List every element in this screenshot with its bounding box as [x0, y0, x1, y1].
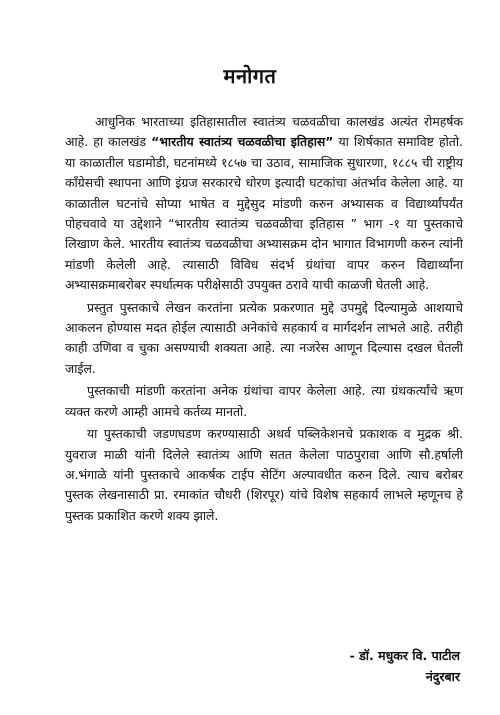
- paragraph-2: [65, 298, 463, 380]
- paragraph-2-text: प्रस्तुत पुस्तकाचे लेखन करतांना प्रत्येक प्रकरणात मुद्दे उपमुद्दे दिल्यामुळे आशयाचे आकलन होण्यास मदत होईल त्यासाठी अनेकांचे सहकार्य व मार्गदर्शन लाभले आहे. तरीही काही उणिवा व चुका असण्याची शक्यता आहे. त्या नजरेस आणून दिल्यास दखल घेतली जाईल.: [65, 299, 463, 376]
- paragraph-3: [65, 381, 463, 422]
- paragraph-1-after: या शिर्षकात समाविष्ट होतो. या काळातील घडामोडी, घटनांमध्ये १८५७ चा उठाव, सामाजिक सुधारणा, १८८५ ची राष्ट्रीय काँग्रेसची स्थापना आणि इंग्रज सरकारचे धोरण इत्यादी घटकांचा अंतर्भाव केलेला आहे. या काळातील घटनांचे सोप्या भाषेत व मुद्देसुद मांडणी करुन अभ्यासक व विद्यार्थ्यांपर्यंत पोहचवावे या उद्देशाने “भारतीय स्वातंत्र्य चळवळीचा इतिहास ” भाग -१ या पुस्तकाचे लिखाण केले. भारतीय स्वातंत्र्य चळवळीचा अभ्यासक्रम दोन भागात विभागणी करुन त्यांनी मांडणी केलेली आहे. त्यासाठी विविध संदर्भ ग्रंथांचा वापर करुन विद्यार्थ्यांना अभ्यासक्रमाबरोबर स्पर्धात्मक परीक्षेसाठी उपयुक्त ठरावे याची काळजी घेतली आहे.: [65, 134, 463, 293]
- author-place: नंदुरबार: [425, 669, 460, 684]
- body-text: [65, 112, 463, 526]
- paragraph-1-book-title: “भारतीय स्वातंत्र्य चळवळीचा इतिहास”: [151, 134, 334, 150]
- page-title: मनोगत: [223, 64, 277, 88]
- author-name: - डॉ. मधुकर वि. पाटील: [349, 648, 460, 663]
- paragraph-3-text: पुस्तकाची मांडणी करतांना अनेक ग्रंथांचा वापर केलेला आहे. त्या ग्रंथकर्त्यांचे ऋण व्यक्त करणे आम्ही आमचे कर्तव्य मानतो.: [65, 383, 463, 419]
- paragraph-4-text: या पुस्तकाची जडणघडण करण्यासाठी अथर्व पब्लिकेशनचे प्रकाशक व मुद्रक श्री. युवराज माळी यांनी दिलेले स्वातंत्र्य आणि सतत केलेला पाठपुरावा आणि सौ.हर्षाली अ.भंगाळे यांनी पुस्तकाचे आकर्षक टाईप सेटिंग अल्पावधीत करुन दिले. त्याच बरोबर पुस्तक लेखनासाठी प्रा. रमाकांत चौधरी (शिरपूर) यांचे विशेष सहकार्य लाभले म्हणूनच हे पुस्तक प्रकाशित करणे शक्य झाले.: [65, 426, 463, 523]
- paragraph-4: [65, 424, 463, 526]
- signature-block: [350, 645, 460, 687]
- paragraph-1: [65, 112, 463, 296]
- paragraph-1-before: आधुनिक भारताच्या इतिहासातील स्वातंत्र्य चळवळीचा कालखंड अत्यंत रोमहर्षक आहे. हा कालखंड: [65, 114, 463, 150]
